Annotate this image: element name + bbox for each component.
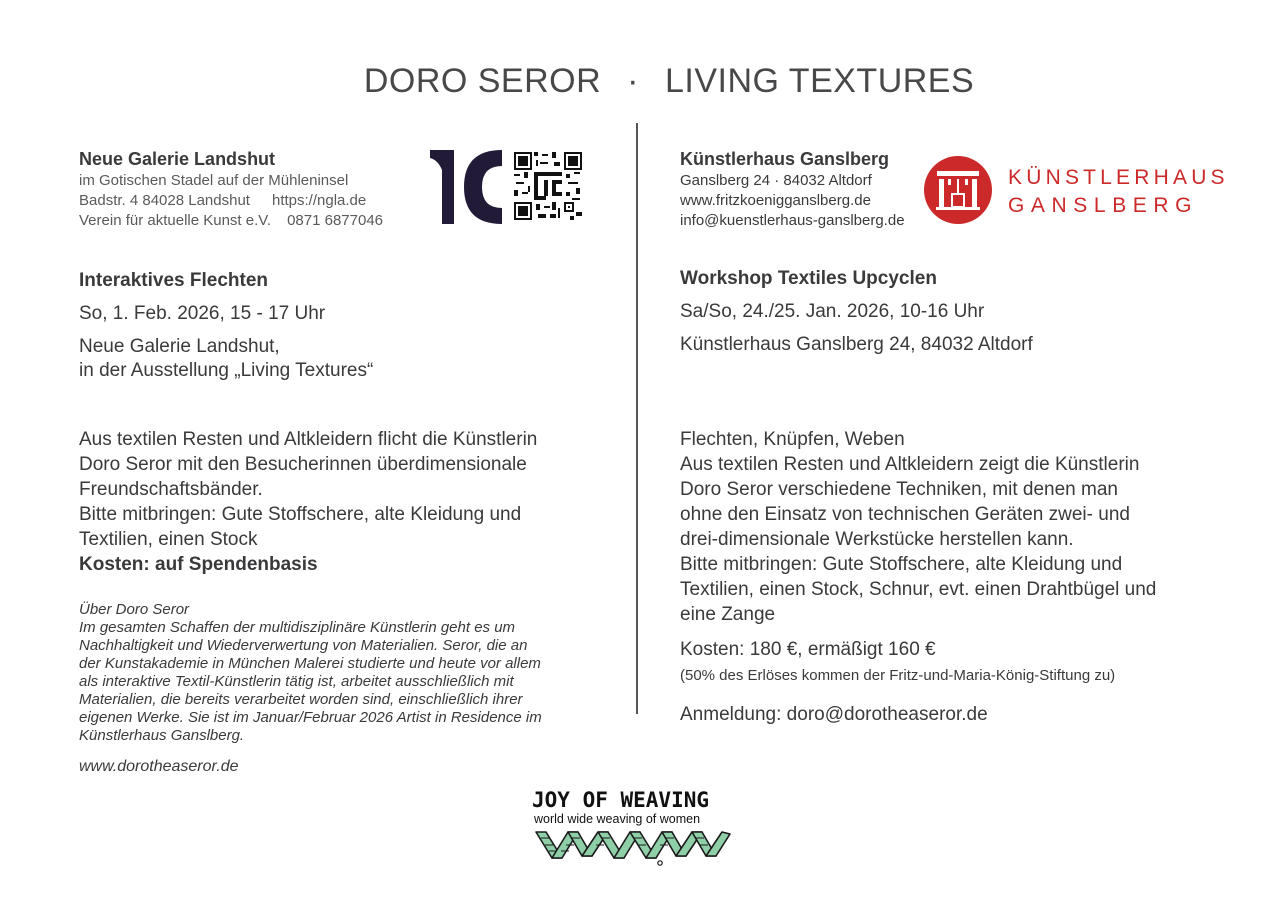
kh-logo-line1: KÜNSTLERHAUS bbox=[1008, 166, 1229, 189]
kh-venue-block bbox=[680, 148, 905, 231]
kh-address: Ganslberg 24 · 84032 Altdorf bbox=[680, 172, 872, 189]
kh-desc-line: ohne den Einsatz von technischen Geräten zwei- und bbox=[680, 504, 1130, 525]
kh-registration[interactable]: Anmeldung: doro@dorotheaseror.de bbox=[680, 704, 988, 725]
ngl-desc-line: Bitte mitbringen: Gute Stoffschere, alte Kleidung und bbox=[79, 504, 522, 525]
about-line: eigenen Werke. Sie ist im Januar/Februar 2026 Artist in Residence im bbox=[79, 709, 542, 726]
kh-event-date: Sa/So, 24./25. Jan. 2026, 10-16 Uhr bbox=[680, 301, 985, 322]
joy-of-weaving-logo bbox=[532, 788, 732, 868]
about-line: als interaktive Textil-Künstlerin tätig ist, arbeitet ausschließlich mit bbox=[79, 673, 514, 690]
kh-event-block bbox=[680, 267, 1033, 357]
kh-desc-line: Flechten, Knüpfen, Weben bbox=[680, 429, 905, 450]
ngl-association: Verein für aktuelle Kunst e.V. bbox=[79, 212, 272, 229]
kh-desc-line: Doro Seror verschiedene Techniken, mit denen man bbox=[680, 479, 1118, 500]
kh-desc-line: drei-dimensionale Werkstücke herstellen kann. bbox=[680, 529, 1074, 550]
kh-description bbox=[680, 427, 1156, 627]
kh-logo-text bbox=[1008, 164, 1229, 220]
ngl-cost: Kosten: auf Spendenbasis bbox=[79, 554, 318, 575]
ngl-address-line bbox=[79, 191, 383, 211]
ngl-description bbox=[79, 427, 537, 577]
kh-logo-line2: GANSLBERG bbox=[1008, 194, 1199, 217]
ngl-logo bbox=[430, 150, 506, 224]
weave-pattern-icon bbox=[532, 828, 732, 868]
ngl-event-title: Interaktives Flechten bbox=[79, 270, 269, 291]
ngl-desc-line: Doro Seror mit den Besucherinnen überdimensionale bbox=[79, 454, 527, 475]
joy-logo-subtitle: world wide weaving of women bbox=[534, 812, 701, 826]
qr-code-icon[interactable] bbox=[514, 152, 582, 220]
about-line: Nachhaltigkeit und Wiederverwertung von Materialien. Seror, die an bbox=[79, 637, 528, 654]
kh-url[interactable]: www.fritzkoenigganslberg.de bbox=[680, 192, 871, 209]
ngl-desc-line: Freundschaftsbänder. bbox=[79, 479, 263, 500]
kh-event-place: Künstlerhaus Ganslberg 24, 84032 Altdorf bbox=[680, 334, 1033, 355]
kh-desc-line: Aus textilen Resten und Altkleidern zeigt die Künstlerin bbox=[680, 454, 1140, 475]
about-line: Im gesamten Schaffen der multidisziplinäre Künstlerin geht es um bbox=[79, 619, 516, 636]
about-line: Materialien, die bereits verarbeitet worden sind, einschließlich ihrer bbox=[79, 691, 523, 708]
about-artist-block bbox=[79, 601, 542, 745]
ngl-url[interactable]: https://ngla.de bbox=[271, 192, 367, 209]
ngl-venue-name: Neue Galerie Landshut bbox=[79, 149, 276, 169]
kh-venue-name: Künstlerhaus Ganslberg bbox=[680, 149, 890, 169]
ngl-street: Badstr. 4 84028 Landshut bbox=[79, 192, 250, 209]
ngl-contact-line bbox=[79, 211, 383, 231]
kh-logo-icon bbox=[924, 156, 992, 224]
about-line: der Kunstakademie in München Malerei studierte und heute vor allem bbox=[79, 655, 541, 672]
kh-cost-note: (50% des Erlöses kommen der Fritz-und-Maria-König-Stiftung zu) bbox=[680, 667, 1116, 684]
ngl-desc-line: Aus textilen Resten und Altkleidern flicht die Künstlerin bbox=[79, 429, 538, 450]
ngl-phone: 0871 6877046 bbox=[287, 212, 384, 229]
about-title: Über Doro Seror bbox=[79, 601, 190, 618]
column-divider bbox=[636, 123, 638, 714]
ngl-desc-line: Textilien, einen Stock bbox=[79, 529, 258, 550]
artist-name: DORO SEROR bbox=[363, 62, 602, 100]
page-title bbox=[0, 62, 1280, 101]
ngl-event-place-2: in der Ausstellung „Living Textures“ bbox=[79, 360, 374, 381]
kh-email[interactable]: info@kuenstlerhaus-ganslberg.de bbox=[680, 212, 905, 229]
ngl-venue-line1: im Gotischen Stadel auf der Mühleninsel bbox=[79, 172, 349, 189]
title-separator: · bbox=[627, 62, 639, 100]
kh-desc-line: Bitte mitbringen: Gute Stoffschere, alte Kleidung und bbox=[680, 554, 1123, 575]
ngl-event-block bbox=[79, 269, 373, 383]
artist-website[interactable]: www.dorotheaseror.de bbox=[79, 758, 239, 775]
ngl-event-place-1: Neue Galerie Landshut, bbox=[79, 336, 280, 357]
kh-desc-line: eine Zange bbox=[680, 604, 776, 625]
ngl-event-date: So, 1. Feb. 2026, 15 - 17 Uhr bbox=[79, 303, 326, 324]
kh-event-title: Workshop Textiles Upcyclen bbox=[680, 268, 937, 289]
kh-cost: Kosten: 180 €, ermäßigt 160 € bbox=[680, 639, 936, 660]
kh-desc-line: Textilien, einen Stock, Schnur, evt. einen Drahtbügel und bbox=[680, 579, 1157, 600]
ngl-venue-block bbox=[79, 148, 383, 231]
exhibition-title: LIVING TEXTURES bbox=[665, 62, 975, 100]
joy-logo-title: JOY OF WEAVING bbox=[532, 788, 710, 812]
about-line: Künstlerhaus Ganslberg. bbox=[79, 727, 245, 744]
